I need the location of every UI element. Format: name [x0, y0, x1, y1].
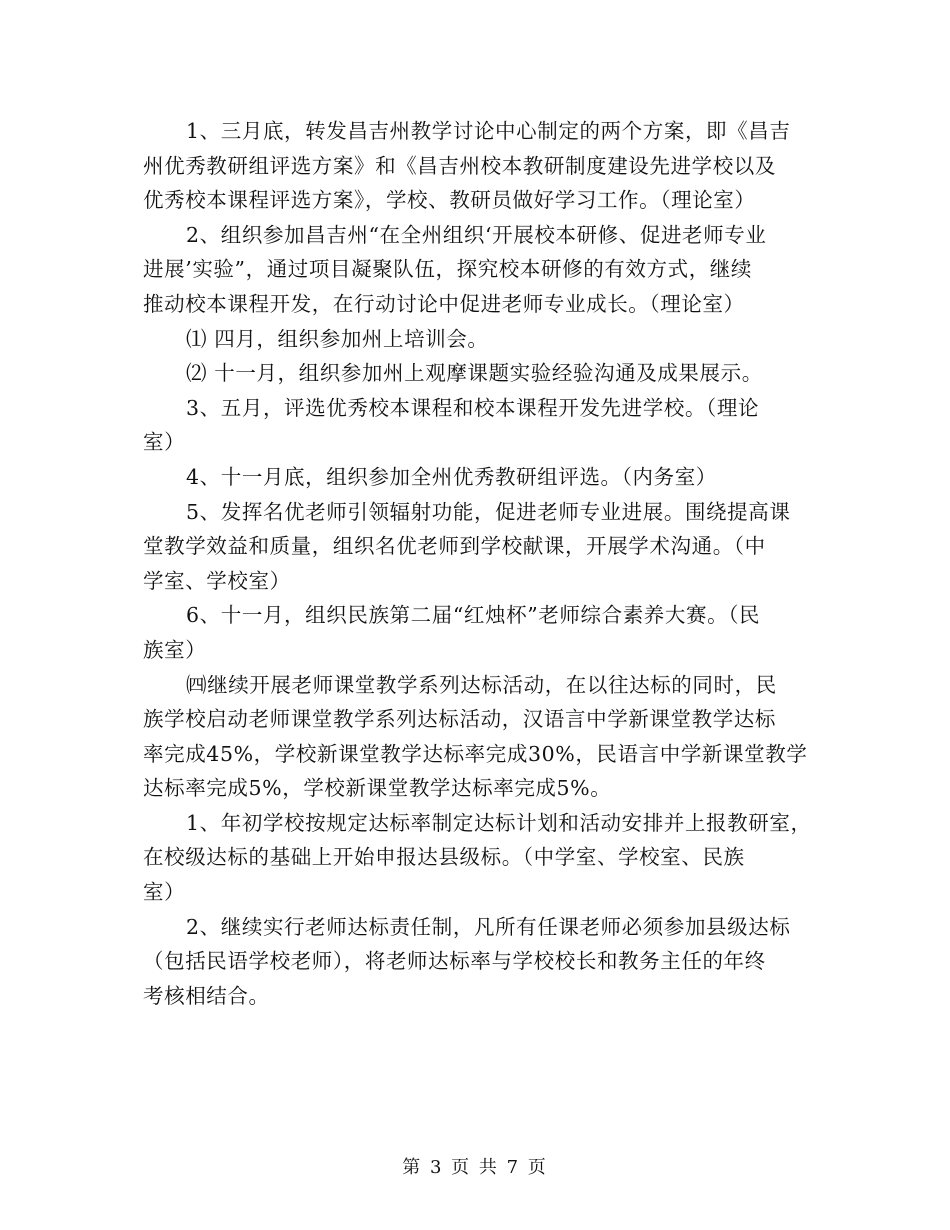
text-line: 室）	[143, 880, 186, 905]
text-line: 率完成45%，学校新课堂教学达标率完成30%，民语言中学新课堂教学	[143, 741, 808, 766]
text-line: 3、五月，评选优秀校本课程和校本课程开发先进学校。（理论	[186, 395, 760, 420]
paragraph-10	[143, 806, 823, 910]
text-line: 考核相结合。	[143, 983, 270, 1008]
text-line: ⑵ 十一月，组织参加州上观摩课题实验经验沟通及成果展示。	[186, 361, 763, 386]
text-line: 4、十一月底，组织参加全州优秀教研组评选。（内务室）	[186, 464, 717, 489]
text-line: 学室、学校室）	[143, 568, 291, 593]
paragraph-7	[143, 495, 823, 599]
text-line: 在校级达标的基础上开始申报达县级标。（中学室、学校室、民族	[143, 845, 745, 870]
text-line: 族室）	[143, 637, 207, 662]
text-line: ㈣继续开展老师课堂教学系列达标活动，在以往达标的同时，民	[186, 672, 777, 697]
text-line: 优秀校本课程评选方案》，学校、教研员做好学习工作。（理论室）	[143, 188, 756, 213]
text-line: 1、年初学校按规定达标率制定达标计划和活动安排并上报教研室，	[186, 810, 812, 835]
document-body	[143, 114, 823, 1013]
paragraph-6	[143, 460, 823, 495]
text-line: 族学校启动老师课堂教学系列达标活动，汉语言中学新课堂教学达标	[143, 707, 776, 732]
paragraph-8	[143, 598, 823, 667]
paragraph-4	[143, 356, 823, 391]
paragraph-9	[143, 668, 823, 806]
text-line: 进展’实验”，通过项目凝聚队伍，探究校本研修的有效方式，继续	[143, 257, 752, 282]
paragraph-2	[143, 218, 823, 322]
text-line: 1、三月底，转发昌吉州教学讨论中心制定的两个方案，即《昌吉	[186, 119, 791, 143]
paragraph-11	[143, 910, 823, 1014]
text-line: 推动校本课程开发，在行动讨论中促进老师专业成长。（理论室）	[143, 291, 745, 316]
text-line: 室）	[143, 430, 186, 455]
paragraph-3	[143, 322, 823, 357]
text-line: 堂教学效益和质量，组织名优老师到学校献课，开展学术沟通。（中	[143, 534, 766, 559]
paragraph-1	[143, 114, 823, 218]
text-line: ⑴ 四月，组织参加州上培训会。	[186, 326, 489, 351]
text-line: 2、继续实行老师达标责任制，凡所有任课老师必须参加县级达标	[186, 914, 791, 939]
text-line: 州优秀教研组评选方案》和《昌吉州校本教研制度建设先进学校以及	[143, 153, 776, 178]
paragraph-5	[143, 391, 823, 460]
text-line: 2、组织参加昌吉州“在全州组织‘开展校本研修、促进老师专业	[186, 222, 767, 247]
text-line: （包括民语学校老师），将老师达标率与学校校长和教务主任的年终	[143, 949, 766, 974]
text-line: 6、十一月，组织民族第二届“红烛杯”老师综合素养大赛。（民	[186, 603, 761, 628]
text-line: 5、发挥名优老师引领辐射功能，促进老师专业进展。围绕提高课	[186, 499, 791, 524]
page-number-footer: 第 3 页 共 7 页	[402, 1157, 548, 1178]
text-line: 达标率完成5%，学校新课堂教学达标率完成5%。	[143, 776, 612, 801]
